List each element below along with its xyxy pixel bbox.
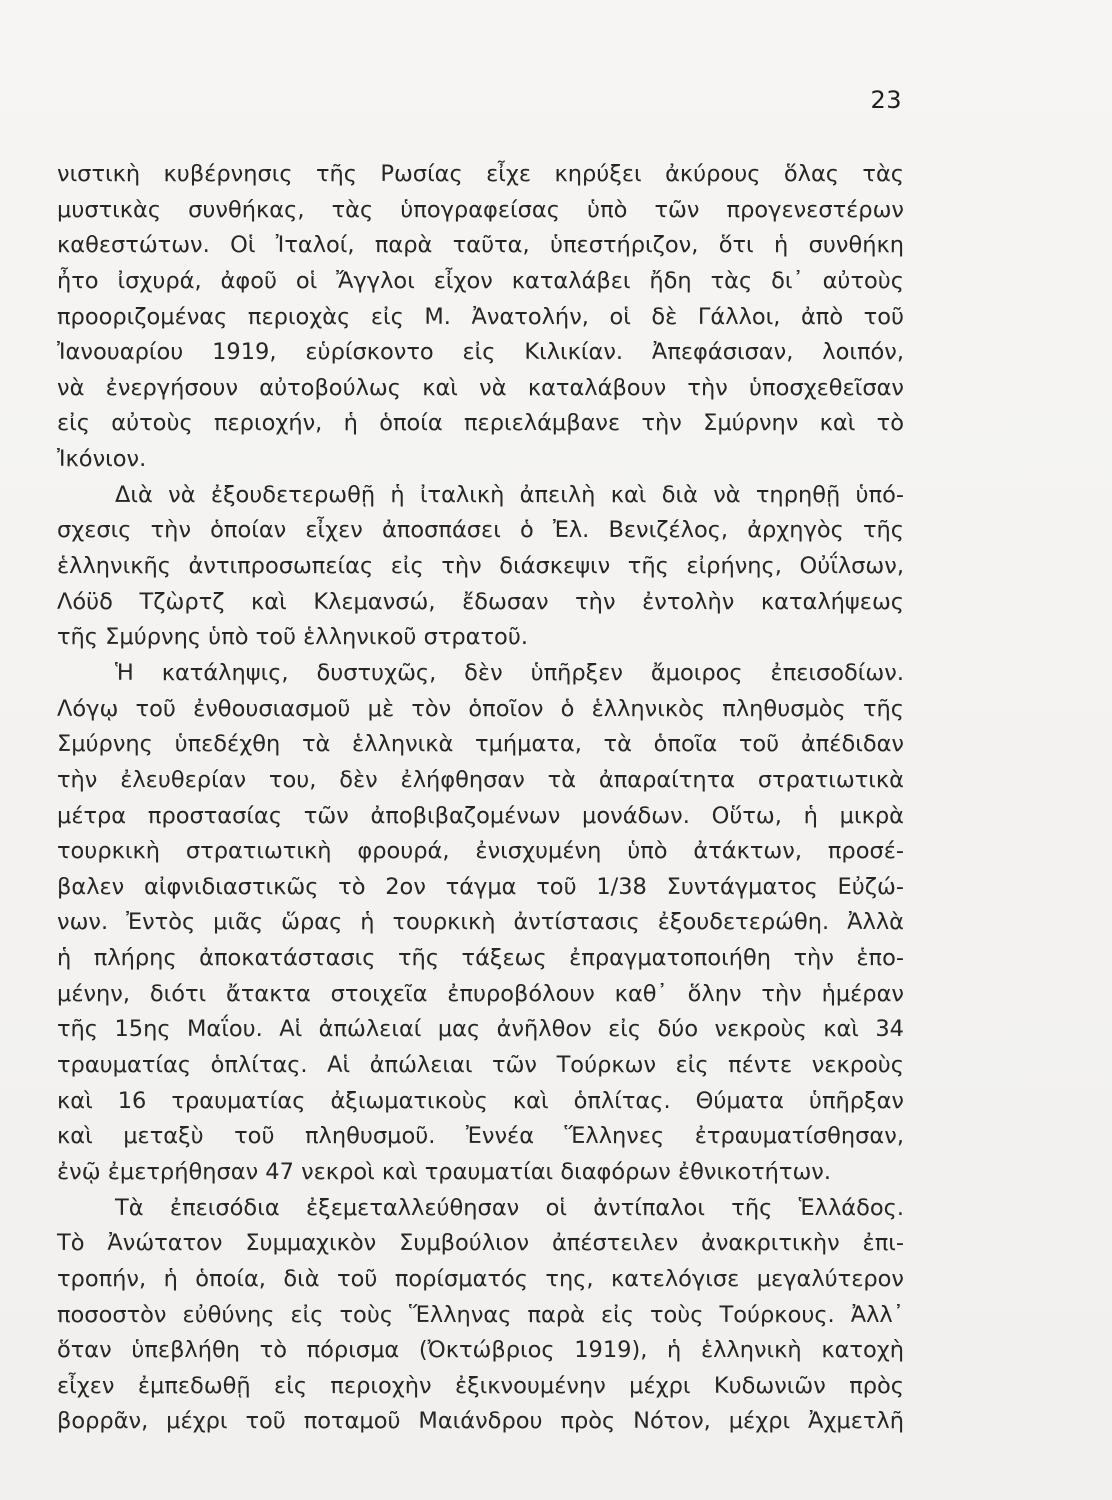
text-line: Ἰκόνιον.: [57, 446, 147, 473]
text-line: τὴν ἐλευθερίαν του, δὲν ἐλήφθησαν τὰ ἀπαραίτητα στρατιωτικὰ: [57, 766, 904, 793]
text-line: ἡ πλήρης ἀποκατάστασις τῆς τάξεως ἐπραγματοποιήθη τὴν ἑπο-: [57, 945, 904, 972]
text-line: ποσοστὸν εὐθύνης εἰς τοὺς Ἕλληνας παρὰ εἰς τοὺς Τούρκους. Ἀλλ᾽: [57, 1301, 904, 1328]
text-line: νὰ ἐνεργήσουν αὐτοβούλως καὶ νὰ καταλάβουν τὴν ὑποσχεθεῖσαν: [57, 374, 904, 401]
text-line: Λόϋδ Τζὼρτζ καὶ Κλεμανσώ, ἔδωσαν τὴν ἐντολὴν καταλήψεως: [57, 588, 904, 615]
text-line: τουρκικὴ στρατιωτικὴ φρουρά, ἐνισχυμένη ὑπὸ ἀτάκτων, προσέ-: [57, 838, 904, 865]
text-line: Ἰανουαρίου 1919, εὑρίσκοντο εἰς Κιλικίαν. Ἀπεφάσισαν, λοιπόν,: [57, 339, 904, 366]
text-line: Ἡ κατάληψις, δυστυχῶς, δὲν ὑπῆρξεν ἄμοιρος ἐπεισοδίων.: [115, 659, 904, 686]
text-line: Τὰ ἐπεισόδια ἐξεμεταλλεύθησαν οἱ ἀντίπαλοι τῆς Ἑλλάδος.: [115, 1194, 904, 1221]
page-number: 23: [870, 86, 902, 114]
text-line: τροπήν, ἡ ὁποία, διὰ τοῦ πορίσματός της, κατελόγισε μεγαλύτερον: [57, 1265, 904, 1292]
text-line: καὶ 16 τραυματίας ἀξιωματικοὺς καὶ ὁπλίτας. Θύματα ὑπῆρξαν: [57, 1087, 904, 1114]
text-line: Διὰ νὰ ἐξουδετερωθῇ ἡ ἰταλικὴ ἀπειλὴ καὶ διὰ νὰ τηρηθῇ ὑπό-: [115, 481, 904, 508]
text-line: ἑλληνικῆς ἀντιπροσωπείας εἰς τὴν διάσκεψιν τῆς εἰρήνης, Οὐΐλσων,: [57, 553, 904, 580]
text-line: Τὸ Ἀνώτατον Συμμαχικὸν Συμβούλιον ἀπέστειλεν ἀνακριτικὴν ἐπι-: [57, 1230, 904, 1257]
text-line: ἐνῷ ἐμετρήθησαν 47 νεκροὶ καὶ τραυματίαι διαφόρων ἐθνικοτήτων.: [57, 1158, 832, 1185]
text-line: εἶχεν ἐμπεδωθῇ εἰς περιοχὴν ἐξικνουμένην μέχρι Κυδωνιῶν πρὸς: [57, 1372, 904, 1399]
text-line: προοριζομένας περιοχὰς εἰς Μ. Ἀνατολήν, οἱ δὲ Γάλλοι, ἀπὸ τοῦ: [57, 303, 904, 330]
text-line: Λόγῳ τοῦ ἐνθουσιασμοῦ μὲ τὸν ὁποῖον ὁ ἑλληνικὸς πληθυσμὸς τῆς: [57, 695, 904, 722]
text-line: ἦτο ἰσχυρά, ἀφοῦ οἱ Ἄγγλοι εἶχον καταλάβει ἤδη τὰς δι᾽ αὐτοὺς: [57, 267, 904, 294]
text-line: καὶ μεταξὺ τοῦ πληθυσμοῦ. Ἐννέα Ἕλληνες ἐτραυματίσθησαν,: [57, 1123, 904, 1150]
text-line: ὅταν ὑπεβλήθη τὸ πόρισμα (Ὀκτώβριος 1919), ἡ ἑλληνικὴ κατοχὴ: [57, 1337, 904, 1364]
text-line: βορρᾶν, μέχρι τοῦ ποταμοῦ Μαιάνδρου πρὸς Νότον, μέχρι Ἀχμετλῆ: [57, 1408, 904, 1435]
body-text: [57, 157, 904, 1440]
text-line: εἰς αὐτοὺς περιοχήν, ἡ ὁποία περιελάμβανε τὴν Σμύρνην καὶ τὸ: [57, 410, 904, 437]
text-line: βαλεν αἰφνιδιαστικῶς τὸ 2ον τάγμα τοῦ 1/38 Συντάγματος Εὐζώ-: [57, 873, 904, 900]
text-line: μυστικὰς συνθήκας, τὰς ὑπογραφείσας ὑπὸ τῶν προγενεστέρων: [57, 196, 904, 223]
text-line: νιστικὴ κυβέρνησις τῆς Ρωσίας εἶχε κηρύξει ἀκύρους ὅλας τὰς: [57, 161, 904, 187]
text-line: σχεσις τὴν ὁποίαν εἶχεν ἀποσπάσει ὁ Ἐλ. Βενιζέλος, ἀρχηγὸς τῆς: [57, 517, 904, 544]
text-line: τῆς 15ης Μαΐου. Αἱ ἀπώλειαί μας ἀνῆλθον εἰς δύο νεκροὺς καὶ 34: [57, 1016, 904, 1043]
text-line: τῆς Σμύρνης ὑπὸ τοῦ ἑλληνικοῦ στρατοῦ.: [57, 624, 528, 651]
text-line: τραυματίας ὁπλίτας. Αἱ ἀπώλειαι τῶν Τούρκων εἰς πέντε νεκροὺς: [57, 1052, 904, 1079]
text-line: μένην, διότι ἄτακτα στοιχεῖα ἐπυροβόλουν καθ᾽ ὅλην τὴν ἡμέραν: [57, 980, 904, 1007]
text-line: Σμύρνης ὑπεδέχθη τὰ ἑλληνικὰ τμήματα, τὰ ὁποῖα τοῦ ἀπέδιδαν: [57, 731, 904, 758]
text-line: καθεστώτων. Οἱ Ἰταλοί, παρὰ ταῦτα, ὑπεστήριζον, ὅτι ἡ συνθήκη: [57, 232, 904, 259]
text-line: μέτρα προστασίας τῶν ἀποβιβαζομένων μονάδων. Οὕτω, ἡ μικρὰ: [57, 802, 904, 829]
text-line: νων. Ἐντὸς μιᾶς ὥρας ἡ τουρκικὴ ἀντίστασις ἐξουδετερώθη. Ἀλλὰ: [57, 909, 904, 936]
